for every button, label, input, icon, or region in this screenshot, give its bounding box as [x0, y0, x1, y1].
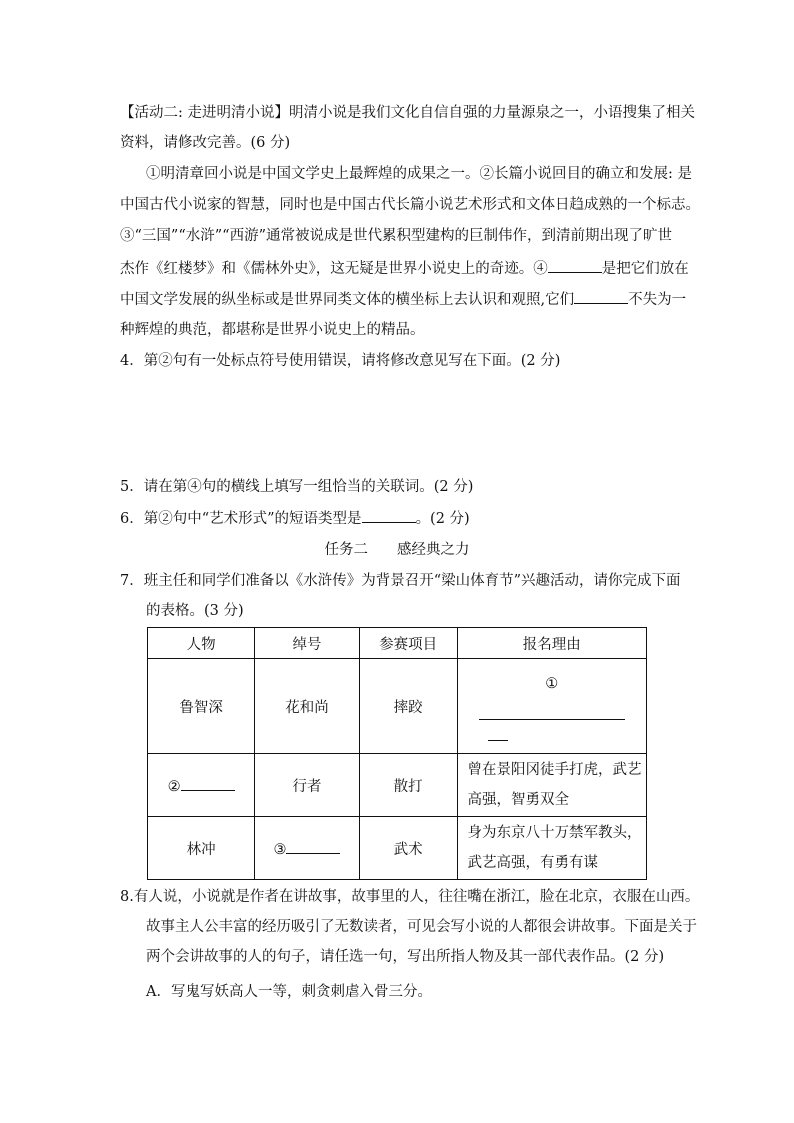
- reason-line-1: 身为东京八十万禁军教头，: [467, 825, 642, 841]
- table-row: [148, 659, 647, 754]
- blank-4-input[interactable]: [548, 258, 602, 273]
- table-header-row: [148, 628, 647, 659]
- header-person: 人物: [148, 628, 255, 659]
- cell-event: 武术: [359, 817, 457, 880]
- passage-line-1: ①明清章回小说是中国文学史上最辉煌的成果之一。②长篇小说回目的确立和发展: 是: [146, 166, 692, 182]
- person-marker: ②: [167, 778, 181, 795]
- question-8-line-1: 8.有人说，小说就是作者在讲故事，故事里的人，往往嘴在浙江，脸在北京，衣服在山西。: [120, 889, 700, 905]
- cell-reason: [457, 817, 646, 880]
- sports-festival-table: [147, 627, 647, 880]
- passage-line-2: 中国古代小说家的智慧，同时也是中国古代长篇小说艺术形式和文体日趋成熟的一个标志。: [120, 197, 700, 213]
- nickname-blank-input[interactable]: [286, 839, 340, 854]
- task2-heading: 任务二 感经典之力: [324, 542, 470, 558]
- cell-person: 鲁智深: [148, 659, 255, 754]
- question-8-option-a: A．写鬼写妖高人一等，刺贪刺虐入骨三分。: [146, 984, 432, 1000]
- header-reason: 报名理由: [457, 628, 646, 659]
- reason-line-2: 高强，智勇双全: [467, 792, 570, 808]
- header-nickname: 绰号: [255, 628, 359, 659]
- table-row: [148, 817, 647, 880]
- passage-line-6: 种辉煌的典范，都堪称是世界小说史上的精品。: [120, 322, 425, 338]
- question-6-score: 。(2 分): [415, 511, 470, 527]
- nickname-marker: ③: [273, 841, 287, 858]
- activity2-intro-line-2: 资料，请修改完善。(6 分): [120, 135, 291, 151]
- table-row: [148, 754, 647, 817]
- activity2-intro-line-1: 【活动二: 走进明清小说】明清小说是我们文化自信自强的力量源泉之一，小语搜集了相关: [120, 105, 695, 121]
- cell-nickname-blank: [255, 817, 359, 880]
- blank-5-input[interactable]: [574, 289, 628, 304]
- cell-nickname: 行者: [255, 754, 359, 817]
- reason-blank-line-1[interactable]: [479, 695, 625, 720]
- question-6: [120, 508, 470, 529]
- question-8-line-3: 两个会讲故事的人的句子，请任选一句，写出所指人物及其一部代表作品。(2 分): [146, 949, 665, 965]
- cell-nickname: 花和尚: [255, 659, 359, 754]
- reason-line-2: 武艺高强，有勇有谋: [467, 855, 599, 871]
- cell-reason-blank: [457, 659, 646, 754]
- cell-reason: [457, 754, 646, 817]
- cell-person: 林冲: [148, 817, 255, 880]
- reason-blank-wrap: [479, 720, 625, 740]
- question-5: 5．请在第④句的横线上填写一组恰当的关联词。(2 分): [120, 479, 474, 495]
- passage-line-5-text: 中国文学发展的纵坐标或是世界同类文体的横坐标上去认识和观照,它们: [120, 292, 575, 308]
- question-7-line-2: 的表格。(3 分): [146, 603, 244, 619]
- cell-event: 摔跤: [359, 659, 457, 754]
- question-8-line-2: 故事主人公丰富的经历吸引了无数读者，可见会写小说的人都很会讲故事。下面是关于: [146, 919, 697, 935]
- reason-blank-line-2[interactable]: [488, 720, 508, 741]
- passage-line-5: [120, 289, 686, 310]
- passage-line-4-text: 杰作《红楼梦》和《儒林外史》，这无疑是世界小说史上的奇迹。④: [120, 261, 548, 277]
- passage-line-4: [120, 258, 689, 279]
- passage-line-3: ③“三国”“水浒”“西游”通常被说成是世代累积型建构的巨制伟作，到清前期出现了旷世: [120, 228, 672, 244]
- cell-event: 散打: [359, 754, 457, 817]
- passage-line-4-tail: 是把它们放在: [601, 261, 689, 277]
- person-blank-input[interactable]: [181, 776, 235, 791]
- question-6-text: 6．第②句中“艺术形式”的短语类型是: [120, 511, 362, 527]
- question-4: 4．第②句有一处标点符号使用错误，请将修改意见写在下面。(2 分): [120, 353, 561, 369]
- reason-line-1: 曾在景阳冈徒手打虎，武艺: [467, 762, 642, 778]
- reason-marker: ①: [545, 675, 559, 692]
- header-event: 参赛项目: [359, 628, 457, 659]
- question-7-line-1: 7．班主任和同学们准备以《水浒传》为背景召开“梁山体育节”兴趣活动，请你完成下面: [120, 573, 681, 589]
- cell-person-blank: [148, 754, 255, 817]
- q6-answer-blank[interactable]: [362, 508, 416, 523]
- passage-line-5-tail: 不失为一: [628, 292, 687, 308]
